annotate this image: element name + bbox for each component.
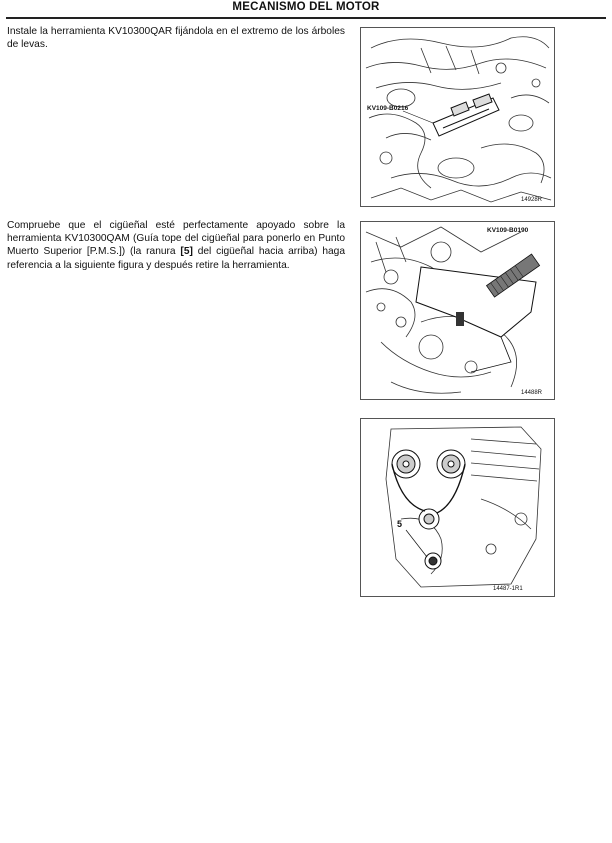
page-header xyxy=(0,0,612,24)
page-title: MECANISMO DEL MOTOR xyxy=(232,1,380,13)
figure-crankshaft-tool-drawing xyxy=(361,222,554,399)
figure-3-code: 14487-1R1 xyxy=(493,586,523,592)
figure-3-callout-5: 5 xyxy=(397,519,403,529)
step-2-slot-ref: [5] xyxy=(180,246,193,258)
figure-crankshaft-tool xyxy=(360,221,555,400)
figure-engine-timing-drawing xyxy=(361,419,554,596)
figure-1-code: 14928R xyxy=(521,197,543,203)
figure-2-tool-label: KV109-B0190 xyxy=(487,227,529,234)
step-1-instruction: Instale la herramienta KV10300QAR fijándola en el extremo de los árboles de levas. xyxy=(7,26,345,51)
figure-camshaft-tool-drawing xyxy=(361,28,554,206)
header-rule xyxy=(6,17,606,19)
figure-1-tool-label: KV109-B0216 xyxy=(367,105,409,112)
figure-engine-timing xyxy=(360,418,555,597)
step-2-text-a: Compruebe que el cigüeñal esté perfectamente apoyado sobre la herramienta KV10300QAM (Guía tope del cigüeñal para ponerlo en Punto Muerto Superior [P.M.S.]) (la ranura xyxy=(7,220,345,258)
figure-camshaft-tool xyxy=(360,27,555,207)
step-2-instruction xyxy=(7,219,345,272)
figure-2-code: 14488R xyxy=(521,390,543,396)
step-2-text-b: del cigüeñal hacia arriba) haga referencia a la siguiente figura y después retire la herramienta. xyxy=(7,246,345,271)
